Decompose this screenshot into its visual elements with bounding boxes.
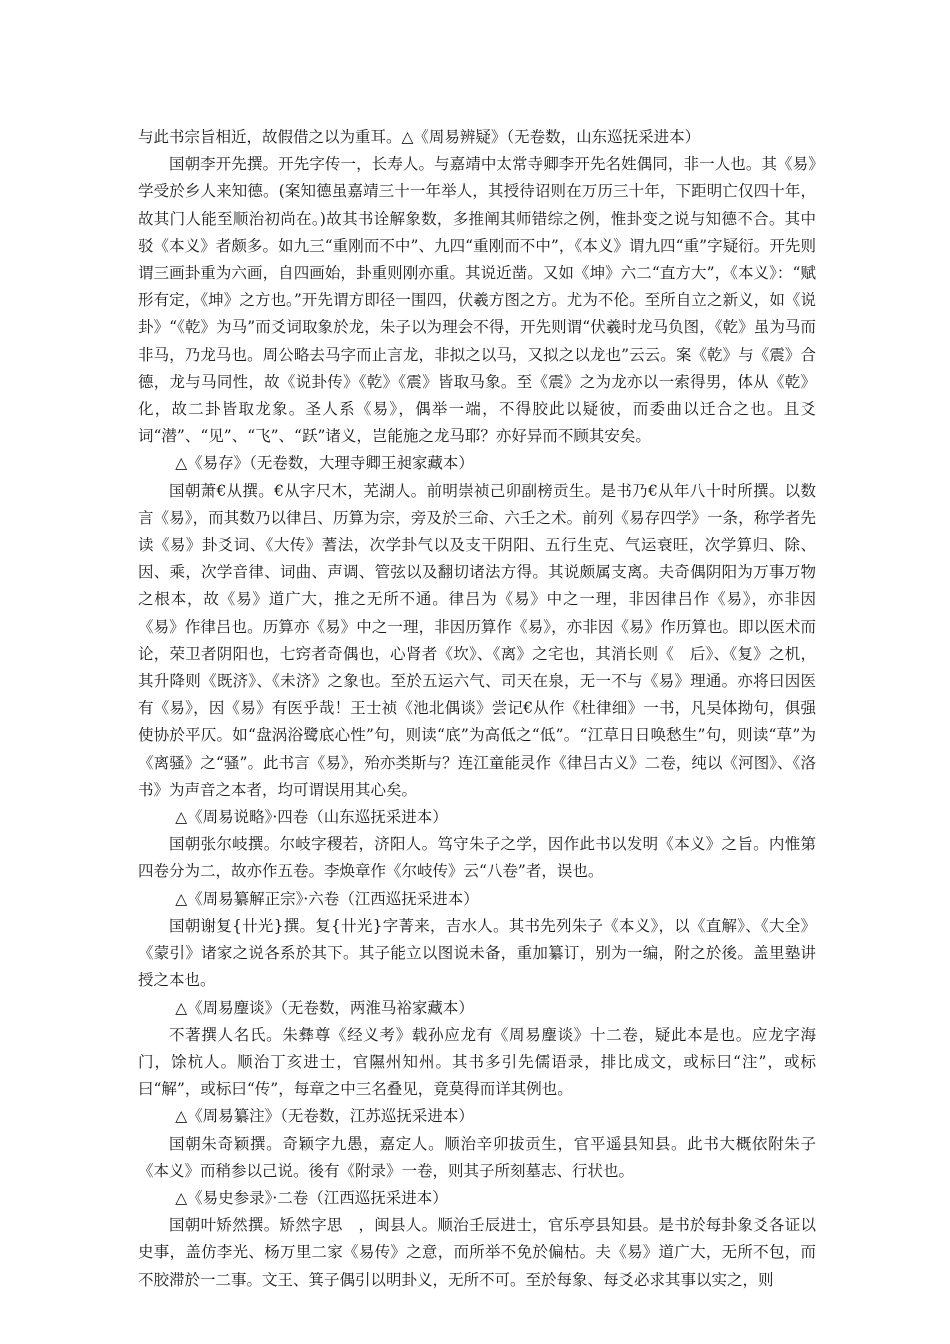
paragraph-zhouyi-zuanzhu-commentary: 国朝朱奇颖撰。奇颖字九愚，嘉定人。顺治辛卯拔贡生，官平遥县知县。此书大概依附朱子《本义》而稍参以己说。後有《附录》一卷，则其子所刻墓志、行状也。	[138, 1134, 816, 1180]
paragraph-zhouyi-zuanjie-zhengzong-commentary: 国朝谢复{卄光}撰。复{卄光}字菁来，吉水人。其书先列朱子《本义》，以《直解》、《大全》《蒙引》诸家之说各系於其下。其子能立以图说未备，重加纂订，别为一编，附之於後。盖里塾讲授之本也。	[138, 916, 816, 990]
paragraph-yishi-canlu-commentary: 国朝叶矫然撰。矫然字思 ，闽县人。顺治壬辰进士，官乐亭县知县。是书於每卦象爻各证以史事，盖仿李光、杨万里二家《易传》之意，而所举不免於偏枯。夫《易》道广大，无所不包，而不胶滞於一二事。文王、箕子偶引以明卦义，无所不可。至於每象、每爻必求其事以实之，则	[138, 1216, 816, 1289]
paragraph-continuation: 与此书宗旨相近，故假借之以为重耳。△《周易辨疑》（无卷数，山东巡抚采进本）	[138, 128, 701, 146]
paragraph-yicun-commentary: 国朝萧€从撰。€从字尺木，芜湖人。前明崇祯己卯副榜贡生。是书乃€从年八十时所撰。以数言《易》，而其数乃以律吕、历算为宗，旁及於三命、六壬之术。前列《易存四学》一条，称学者先读《易》卦爻词、《大传》蓍法，次学卦气以及支干阴阳、五行生克、气运衰旺，次学算归、除、因、乘，次学音律、词曲、声调、管弦以及翻切诸法方得。其说颇属支离。夫奇偶阴阳为万事万物之根本，故《易》道广大，推之无所不通。律吕为《易》中之一理，非因律吕作《易》，亦非因《易》作律吕也。历算亦《易》中之一理，非因历算作《易》，亦非因《易》作历算也。即以医术而论，荣卫者阴阳也，七窍者奇偶也，心肾者《坎》、《离》之宅也，其消长则《 后》、《复》之机，其升降则《既济》、《未济》之象也。至於五运六气、司天在泉，无一不与《易》理通。亦将曰因医有《易》，因《易》有医乎哉！王士祯《池北偶谈》尝记€从作《杜律细》一书，凡吴体拗句，俱强使协於平仄。如“盘涡浴鹭底心性”句，则读“底”为高低之“低”。“江草日日唤愁生”句，则读“草”为《离骚》之“骚”。此书言《易》，殆亦类斯与？连江童能灵作《律吕古义》二卷，纯以《河图》、《洛书》为声音之本者，均可谓误用其心矣。	[138, 481, 816, 799]
paragraph-zhouyi-zhutan-commentary: 不著撰人名氏。朱彝尊《经义考》载孙应龙有《周易麈谈》十二卷，疑此本是也。应龙字海门，馀杭人。顺治丁亥进士，官隰州知州。其书多引先儒语录，排比成文，或标曰“注”，或标曰“解”，或标曰“传”，每章之中三名叠见，竟莫得而详其例也。	[138, 1025, 816, 1099]
entry-heading-zhouyi-zuanzhu: △《周易纂注》（无卷数，江苏巡抚采进本）	[175, 1107, 474, 1126]
entry-heading-zhouyi-zhutan: △《周易麈谈》（无卷数，两淮马裕家藏本）	[175, 998, 474, 1017]
entry-heading-yicun: △《易存》（无卷数，大理寺卿王昶家藏本）	[175, 454, 474, 473]
paragraph-zhouyi-shuolue-commentary: 国朝张尔岐撰。尔岐字稷若，济阳人。笃守朱子之学，因作此书以发明《本义》之旨。内惟第四卷分为二，故亦作五卷。李焕章作《尔岐传》云“八卷”者，误也。	[138, 835, 816, 881]
entry-heading-zhouyi-zuanjie-zhengzong: △《周易纂解正宗》·六卷（江西巡抚采进本）	[175, 889, 479, 908]
entry-heading-zhouyi-shuolue: △《周易说略》·四卷（山东巡抚采进本）	[175, 808, 448, 827]
entry-heading-yishi-canlu: △《易史参录》·二卷（江西巡抚采进本）	[175, 1188, 448, 1207]
text-body	[138, 124, 816, 1294]
paragraph-zhouyi-bianyi-commentary: 国朝李开先撰。开先字传一，长寿人。与嘉靖中太常寺卿李开先名姓偶同，非一人也。其《易》学受於乡人来知德。(案知德虽嘉靖三十一年举人，其授待诏则在万历三十年，下距明亡仅四十年，故其门人能至顺治初尚在。)故其书诠解象数，多推阐其师错综之例，惟卦变之说与知德不合。其中驳《本义》者颇多。如九三“重刚而不中”、九四“重刚而不中”，《本义》谓九四“重”字疑衍。开先则谓三画卦重为六画，自四画始，卦重则刚亦重。其说近凿。又如《坤》六二“直方大”，《本义》：“赋形有定，《坤》之方也。”开先谓方即径一围四，伏羲方图之方。尤为不伦。至所自立之新义，如《说卦》“《乾》为马”而爻词取象於龙，朱子以为理会不得，开先则谓“伏羲时龙马负图，《乾》虽为马而非马，乃龙马也。周公略去马字而止言龙，非拟之以马，又拟之以龙也”云云。案《乾》与《震》合德，龙与马同性，故《说卦传》《乾》《震》皆取马象。至《震》之为龙亦以一索得男，体从《乾》化，故二卦皆取龙象。圣人系《易》，偶举一端，不得胶此以疑彼，而委曲以迁合之也。且爻词“潜”、“见”、“飞”、“跃”诸义，岂能施之龙马耶？亦好异而不顾其安矣。	[138, 155, 816, 446]
